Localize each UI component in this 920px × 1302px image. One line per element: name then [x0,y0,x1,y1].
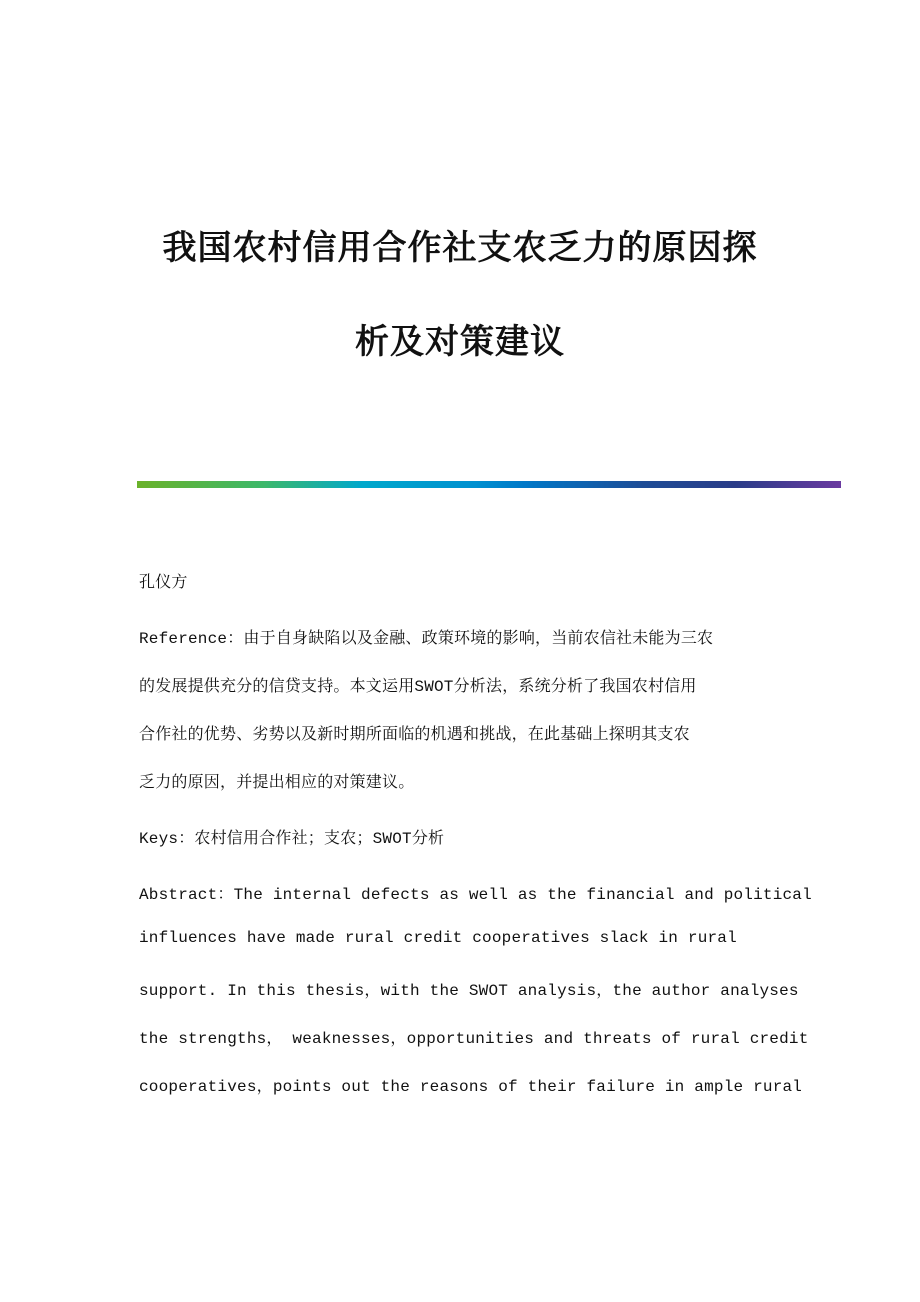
abstract-line: support. In this thesis，with the SWOT analysis，the author analyses [139,982,799,1000]
document-title-line-1: 我国农村信用合作社支农乏力的原因探 [162,228,758,268]
keywords: Keys：农村信用合作社；支农；SWOT分析 [139,830,445,848]
author: 孔仪方 [139,574,188,592]
abstract-line: cooperatives，points out the reasons of their failure in ample rural [139,1078,803,1096]
abstract-line: Abstract：The internal defects as well as the financial and political [139,886,812,904]
abstract-line: influences have made rural credit cooperatives slack in rural [139,929,737,947]
reference-line: 的发展提供充分的信贷支持。本文运用SWOT分析法，系统分析了我国农村信用 [139,678,697,696]
gradient-divider [137,481,841,488]
reference-line: 乏力的原因，并提出相应的对策建议。 [139,774,415,792]
reference-line: 合作社的优势、劣势以及新时期所面临的机遇和挑战，在此基础上探明其支农 [139,726,690,744]
reference-line: Reference：由于自身缺陷以及金融、政策环境的影响，当前农信社未能为三农 [139,630,714,648]
document-title-line-2: 析及对策建议 [355,322,565,362]
abstract-line: the strengths， weaknesses，opportunities and threats of rural credit [139,1030,809,1048]
